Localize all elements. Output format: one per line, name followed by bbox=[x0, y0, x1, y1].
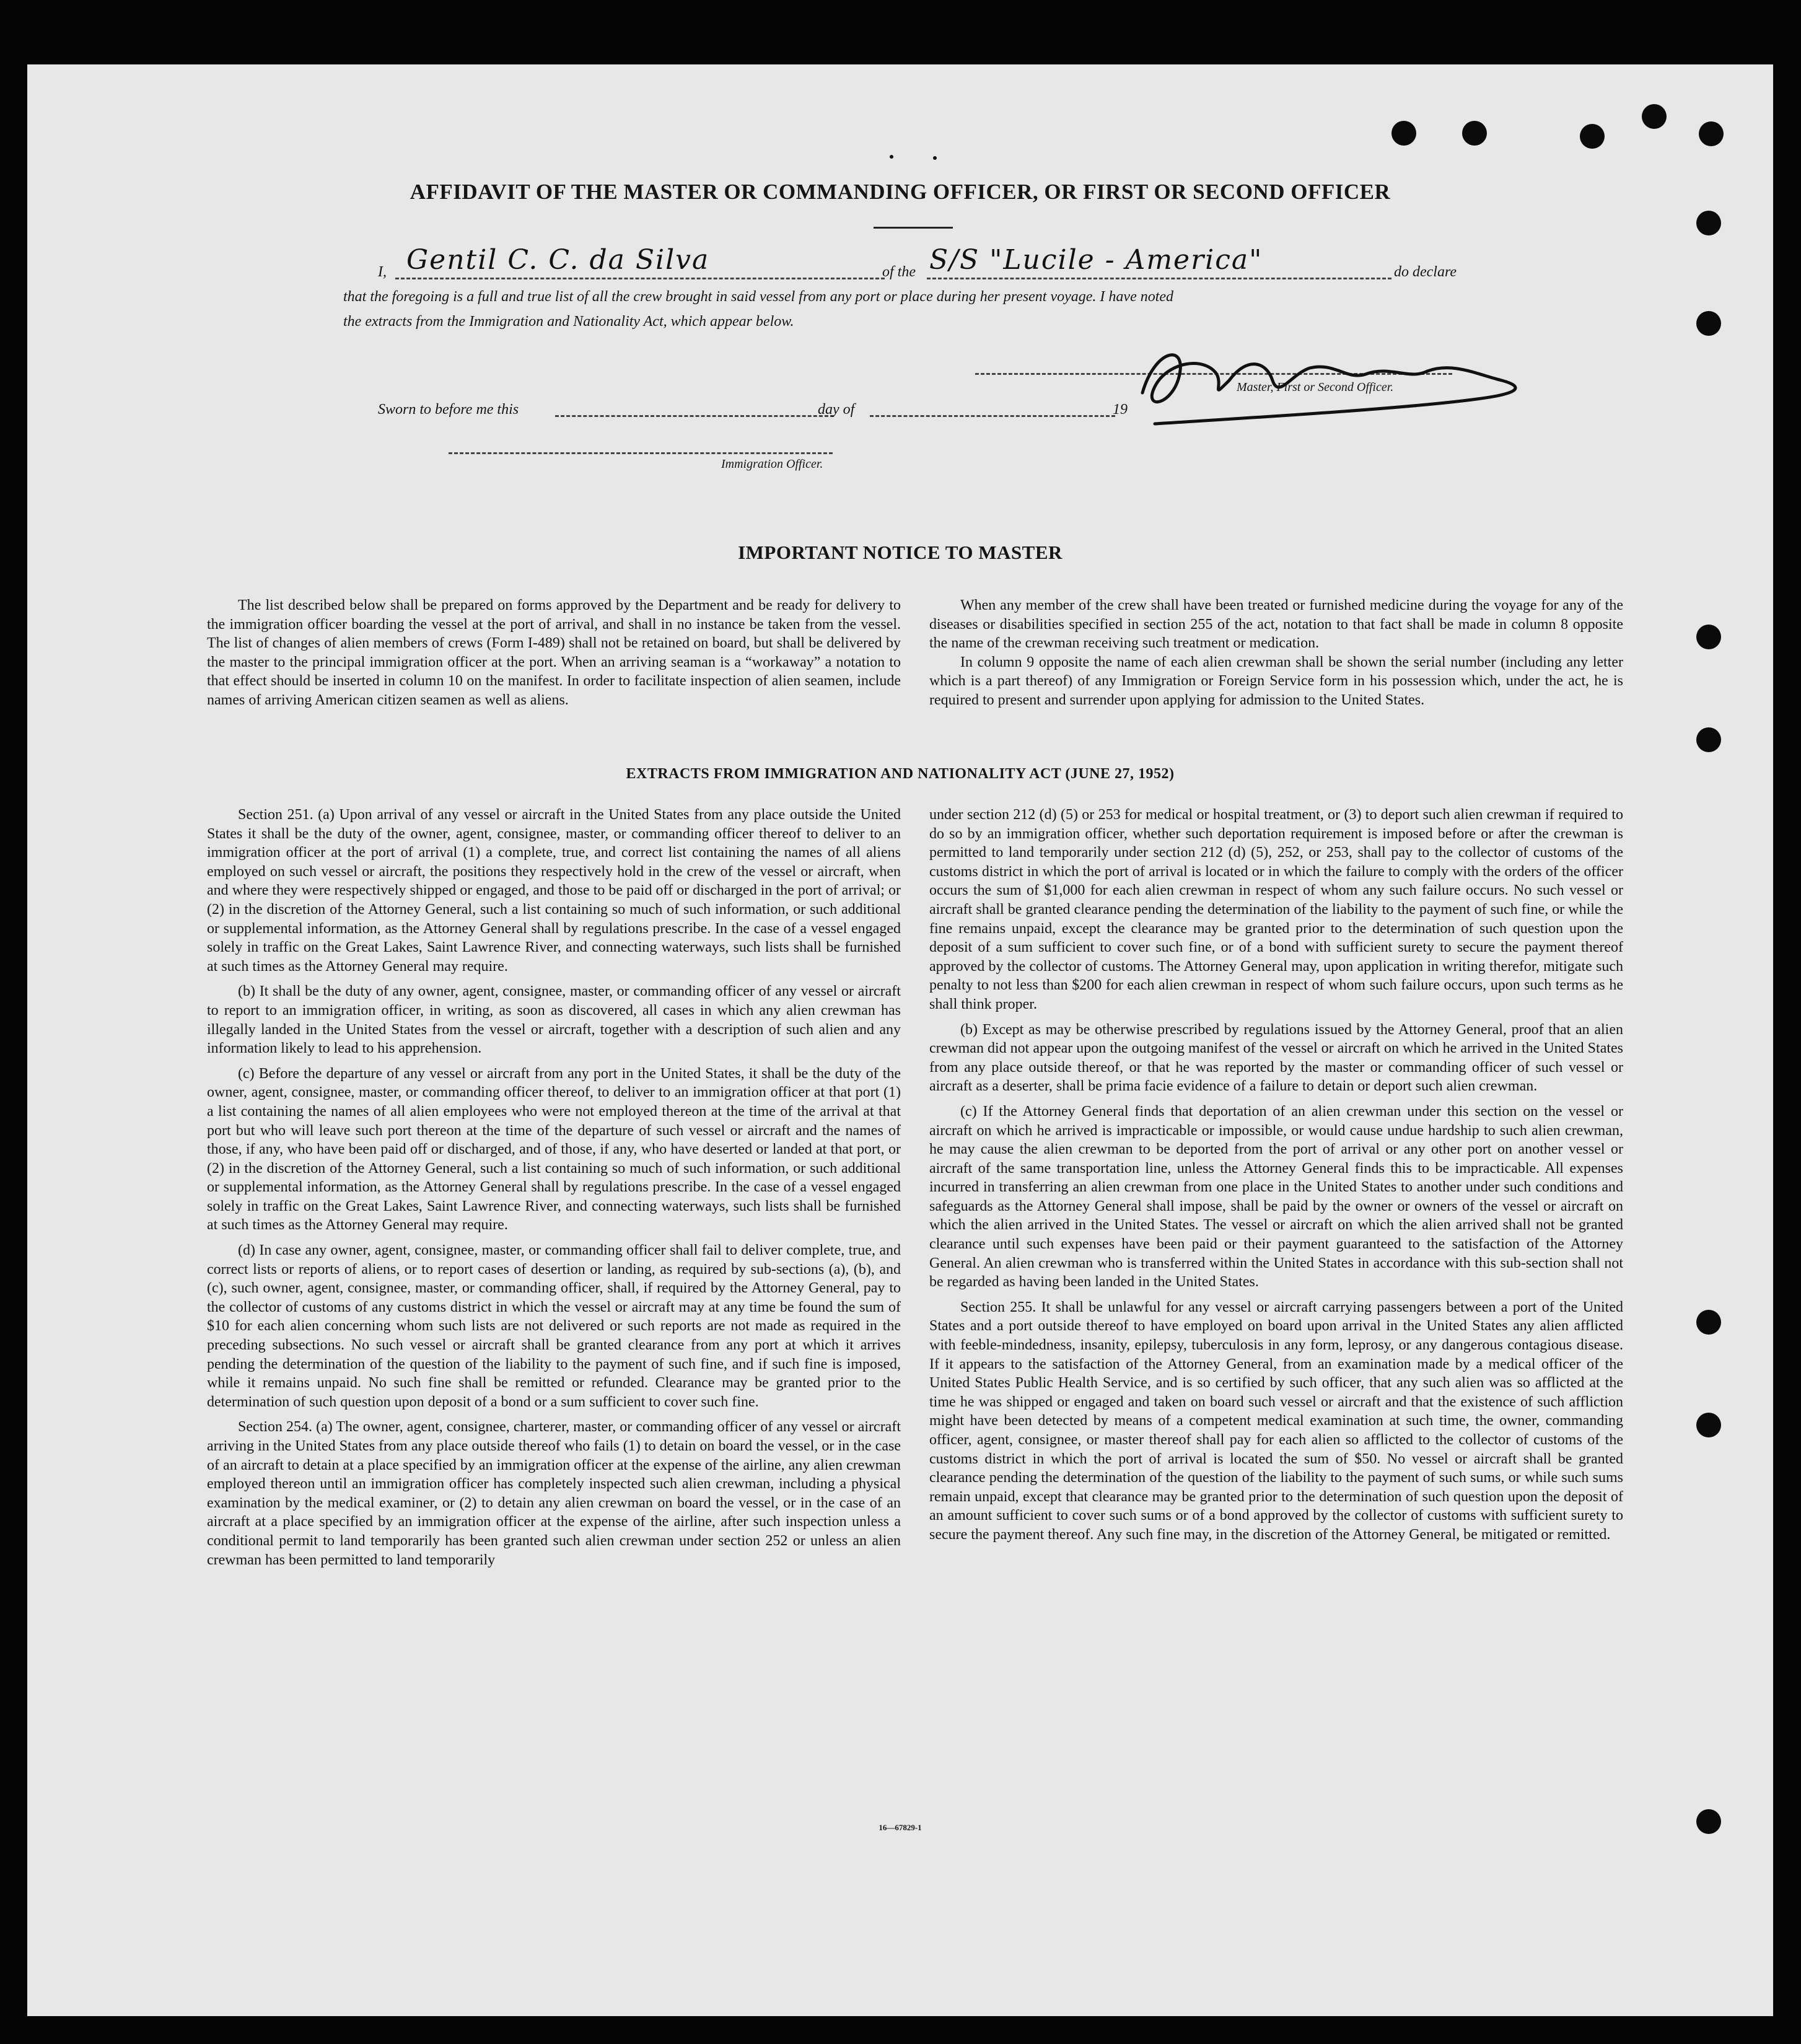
punch-hole-right-4 bbox=[1696, 727, 1721, 752]
signature-caption: Master, First or Second Officer. bbox=[1237, 380, 1394, 394]
punch-hole-right-6 bbox=[1696, 1413, 1721, 1437]
sworn-label: Sworn to before me this bbox=[378, 401, 519, 418]
handwritten-vessel-name: S/S "Lucile - America" bbox=[929, 244, 1263, 276]
declare-label: do declare bbox=[1394, 264, 1457, 280]
punch-hole-top-1 bbox=[1391, 121, 1416, 146]
notice-paragraph: When any member of the crew shall have been treated or furnished medicine during the voyage for any of the diseases or disabilities specified in section 255 of the act, notation to that fact shall be made in column 8 opposite the name of the crewman receiving such treatment or medication. bbox=[929, 597, 1623, 652]
punch-hole-right-3 bbox=[1696, 625, 1721, 649]
day-of-label: day of bbox=[818, 401, 855, 418]
section-255-paragraph: Section 255. It shall be unlawful for any vessel or aircraft carrying passengers between a port of the United States and a port outside thereof to have employed on board upon arrival in the United States any alien afflicted with feeble-mindedness, insanity, epilepsy, tuberculosis in any form, leprosy, or any dangerous contagious disease. If it appears to the satisfaction of the Attorney General, from an examination made by a medical officer of the United States Public Health Service, and is so certified by such officer, that any such alien was so afflicted at the time he was shipped or engaged and taken on board such vessel or aircraft and that the existence of such affliction might have been detected by means of a competent medical examination at such time, the owner, commanding officer, agent, consignee, or master thereof shall pay for each alien so afflicted to the collector of customs of the customs district in which the port of arrival is located the sum of $50. No vessel or aircraft shall be granted clearance pending the determination of the question of the liability to the payment of such sums, or while such sums remain unpaid, except that clearance may be granted prior to the determination of such question upon the deposit of an amount sufficient to cover such sums or of a bond approved by the collector of customs with sufficient surety to secure the payment thereof. Any such fine may, in the discretion of the Attorney General, be mitigated or remitted. bbox=[929, 1299, 1623, 1543]
form-code: 16—67829-1 bbox=[879, 1823, 922, 1832]
punch-hole-top-3 bbox=[1580, 124, 1605, 149]
section-254b-paragraph: (b) Except as may be otherwise prescribed by regulations issued by the Attorney General, proof that an alien crewman did not appear upon the outgoing manifest of the vessel or aircraft on which he arrived in the United States from any place outside thereof, or that he was reported by the master or commanding officer of such vessel or aircraft as a deserter, shall be prima facie evidence of a failure to detain or deport such alien crewman. bbox=[929, 1021, 1623, 1095]
title-rule bbox=[874, 227, 953, 229]
section-254c-paragraph: (c) If the Attorney General finds that deportation of an alien crewman under this section on the vessel or aircraft on which he arrived is impracticable or impossible, or would cause undue hardship to such alien crewman, he may cause the alien crewman to be deported from the port of arrival or any other port on another vessel or aircraft of the same transportation line, unless the Attorney General finds this to be impracticable. All expenses incurred in transferring an alien crewman from one place in the United States to another under such conditions and safeguards as the Attorney General shall impose, shall be paid by the owner or owners of the vessel or aircraft on which the alien arrived in the United States. The vessel or aircraft on which the alien arrived shall not be granted clearance until such expenses have been paid or their payment guaranteed to the satisfaction of the Attorney General. An alien crewman who is transferred within the United States in accordance with this sub-section shall not be regarded as having been landed in the United States. bbox=[929, 1103, 1623, 1291]
affidavit-line-2: that the foregoing is a full and true list of all the crew brought in said vessel from any port or place during her present voyage. I have noted bbox=[343, 289, 1174, 305]
notice-paragraph: The list described below shall be prepared on forms approved by the Department and be ready for delivery to the immigration officer boarding the vessel at the port of arrival, and shall in no instance be taken from the vessel. The list of changes of alien members of crews (Form I-489) shall not be retained on board, but shall be delivered by the master to the principal immigration officer at the port. When an arriving seaman is a “workaway” a notation to that effect should be inserted in column 10 on the manifest. In order to facilitate inspection of alien seamen, include names of arriving American citizen seamen as well as aliens. bbox=[207, 597, 901, 708]
immigration-officer-caption: Immigration Officer. bbox=[721, 457, 823, 471]
section-251d-paragraph: (d) In case any owner, agent, consignee, master, or commanding officer shall fail to deliver complete, true, and correct lists or reports of aliens, or to report cases of desertion or landing, as required by sub-sections (a), (b), and (c), such owner, agent, consignee, master, or commanding officer, shall, if required by the Attorney General, pay to the collector of customs of any customs district in which the vessel or aircraft may at any time be found the sum of $10 for each alien concerning whom such lists are not delivered or such reports are not made as required in the preceding subsections. No such vessel or aircraft shall be granted clearance from any port at which it arrives pending the determination of the question of the liability to the payment of such fine, and if such fine is imposed, while it remains unpaid. No such fine shall be remitted or refunded. Clearance may be granted prior to the determination of such question upon deposit of a bond or a sum sufficient to cover such fine. bbox=[207, 1242, 901, 1410]
name-line bbox=[395, 278, 885, 279]
punch-hole-right-5 bbox=[1696, 1310, 1721, 1335]
extracts-title: EXTRACTS FROM IMMIGRATION AND NATIONALITY ACT (JUNE 27, 1952) bbox=[626, 766, 1175, 782]
officer-line bbox=[449, 452, 833, 454]
speck-mark bbox=[890, 155, 893, 159]
handwritten-master-name: Gentil C. C. da Silva bbox=[406, 244, 710, 276]
notice-right-column bbox=[929, 596, 1623, 716]
punch-hole-right-2 bbox=[1696, 311, 1721, 336]
punch-hole-top-5 bbox=[1699, 121, 1724, 146]
section-254a-paragraph: Section 254. (a) The owner, agent, consignee, charterer, master, or commanding officer of any vessel or aircraft arriving in the United States from any place outside thereof who fails (1) to detain on board the vessel, or in the case of an aircraft to detain at a place specified by an immigration officer at the expense of the airline, any alien crewman employed thereon until an immigration officer has completely inspected such alien crewman, including a physical examination by the medical examiner, or (2) to detain any alien crewman on board the vessel, or in the case of an aircraft at a place specified by an immigration officer at the expense of the airline, after such inspection unless a conditional permit to land temporarily has been granted such alien crewman under section 252 or unless an alien crewman has been permitted to land temporarily bbox=[207, 1419, 901, 1568]
notice-left-column bbox=[207, 596, 901, 716]
document-page bbox=[27, 64, 1773, 2016]
section-251a-paragraph: Section 251. (a) Upon arrival of any vessel or aircraft in the United States from any place outside the United States it shall be the duty of the owner, agent, consignee, master, or commanding officer thereof to deliver to an immigration officer at the port of arrival (1) a complete, true, and correct list containing the names of all aliens employed on such vessel or aircraft, the positions they respectively hold in the crew of the vessel or aircraft, when and where they were respectively shipped or engaged, and those to be paid off or discharged in the port of arrival; or (2) in the discretion of the Attorney General, such a list containing so much of such information, or such additional or supplemental information, as the Attorney General shall by regulations prescribe. In the case of a vessel engaged solely in traffic on the Great Lakes, Saint Lawrence River, and connecting waterways, such lists shall be furnished at such times as the Attorney General may require. bbox=[207, 807, 901, 975]
punch-hole-top-2 bbox=[1462, 121, 1487, 146]
declarant-prefix: I, bbox=[378, 264, 387, 280]
vessel-line bbox=[927, 278, 1391, 279]
section-254a-continued-paragraph: under section 212 (d) (5) or 253 for medical or hospital treatment, or (3) to deport such alien crewman if required to do so by an immigration officer, whether such deportation requirement is imposed before or after the crewman is permitted to land temporarily under section 212 (d) (5), 252, or 253, shall pay to the collector of customs of the customs district in which the port of arrival is located or in which the failure to comply with the orders of the officer occurs the sum of $1,000 for each alien crewman in respect of whom any such failure occurs. No such vessel or aircraft shall be granted clearance pending the determination of the liability to the payment of such fine, or while the fine remains unpaid, except the clearance may be granted prior to the determination of such question upon the deposit of a sum sufficient to cover such fine, or of a bond with sufficient surety to secure the payment thereof approved by the collector of customs. The Attorney General may, upon application in writing therefor, mitigate such penalty to not less than $200 for each alien crewman in respect of whom such failure occurs, upon such terms as he shall think proper. bbox=[929, 807, 1623, 1012]
sworn-date-line bbox=[555, 415, 834, 417]
section-251c-paragraph: (c) Before the departure of any vessel or aircraft from any port in the United States, it shall be the duty of the owner, agent, consignee, master, or commanding officer thereof, to deliver to an immigration officer at that port (1) a list containing the names of all alien employees who were not employed thereon at the time of the arrival at that port but who will leave such port thereon at the time of the departure of such vessel or aircraft and the names of those, if any, who have been paid off or discharged, and of those, if any, who have deserted or landed at that port, or (2) in the discretion of the Attorney General, such a list containing so much of such information, or such additional or supplemental information, as the Attorney General shall by regulations prescribe. In the case of a vessel engaged solely in traffic on the Great Lakes, Saint Lawrence River, and connecting waterways, such lists shall be furnished at such times as the Attorney General may require. bbox=[207, 1065, 901, 1234]
punch-hole-top-4 bbox=[1642, 104, 1667, 129]
extracts-right-column bbox=[929, 805, 1623, 1551]
of-the-label: of the bbox=[882, 264, 916, 280]
notice-title: IMPORTANT NOTICE TO MASTER bbox=[738, 542, 1063, 563]
extracts-left-column bbox=[207, 805, 901, 1576]
speck-mark bbox=[933, 156, 937, 160]
punch-hole-right-1 bbox=[1696, 211, 1721, 235]
month-line bbox=[870, 415, 1115, 417]
affidavit-line-3: the extracts from the Immigration and Nationality Act, which appear below. bbox=[343, 314, 794, 330]
year-label: 19 bbox=[1113, 401, 1128, 418]
section-251b-paragraph: (b) It shall be the duty of any owner, agent, consignee, master, or commanding officer of any vessel or aircraft to report to an immigration officer, in writing, as soon as discovered, all cases in which any alien crewman has illegally landed in the United States from the vessel or aircraft, together with a description of such alien and any information likely to lead to his apprehension. bbox=[207, 983, 901, 1057]
affidavit-title: AFFIDAVIT OF THE MASTER OR COMMANDING OFFICER, OR FIRST OR SECOND OFFICER bbox=[410, 180, 1391, 204]
notice-paragraph: In column 9 opposite the name of each alien crewman shall be shown the serial number (including any letter which is a part thereof) of any Immigration or Foreign Service form in his possession which, under the act, he is required to present and surrender upon applying for admission to the United States. bbox=[929, 654, 1623, 708]
